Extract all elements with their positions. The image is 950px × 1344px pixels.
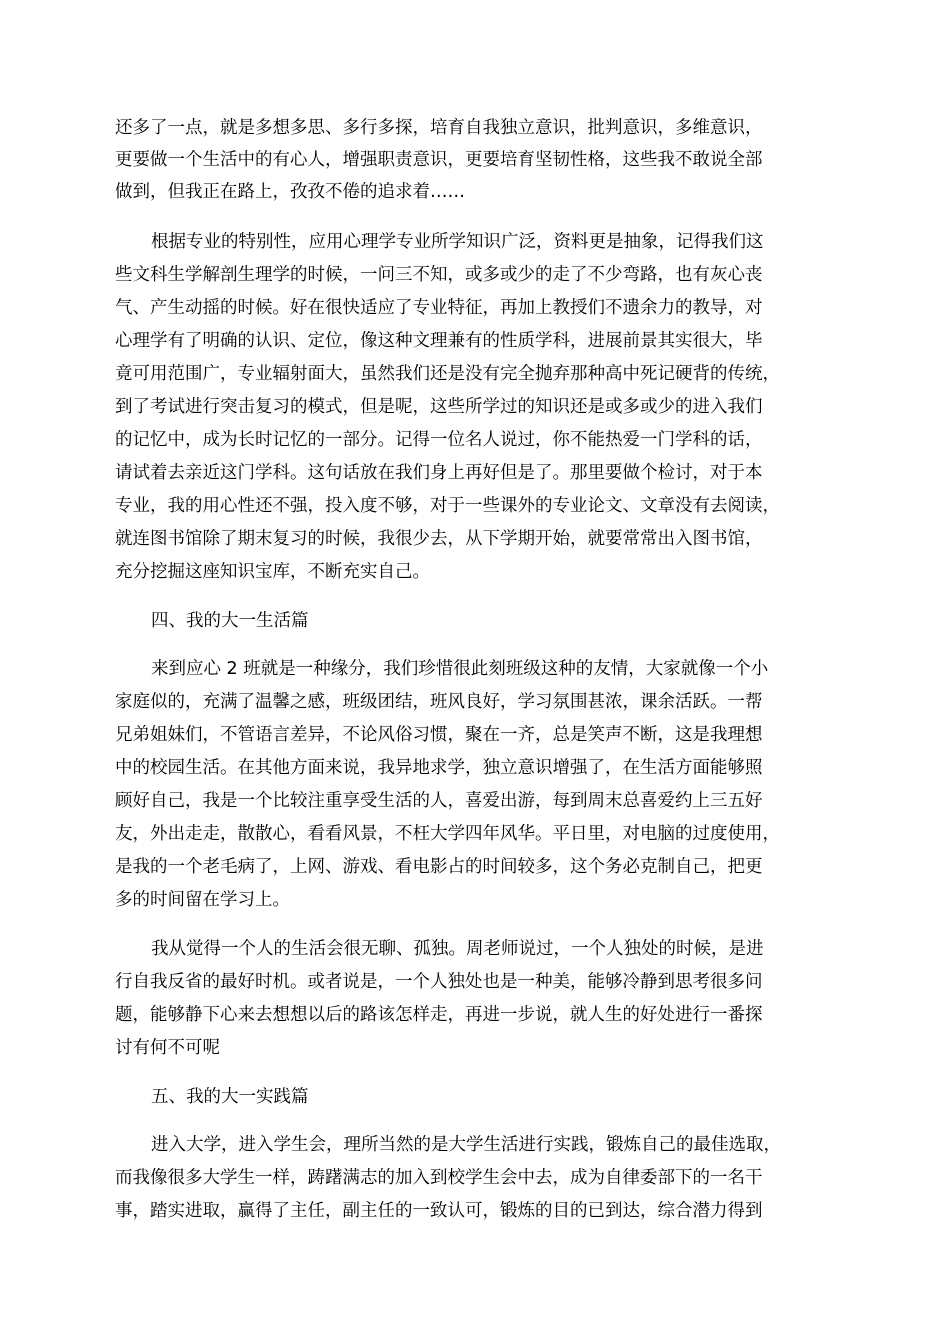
text-line: 行自我反省的最好时机。或者说是，一个人独处也是一种美，能够冷静到思考很多问 [115, 972, 763, 992]
text-line: 还多了一点，就是多想多思、多行多探，培育自我独立意识，批判意识，多维意识， [115, 118, 763, 138]
text-line: 请试着去亲近这门学科。这句话放在我们身上再好但是了。那里要做个检讨，对于本 [115, 463, 763, 483]
text-line: 做到，但我正在路上，孜孜不倦的追求着…… [115, 182, 465, 202]
text-line: 就连图书馆除了期末复习的时候，我很少去，从下学期开始，就要常常出入图书馆， [115, 529, 763, 549]
text-line: 的记忆中，成为长时记忆的一部分。记得一位名人说过，你不能热爱一门学科的话， [115, 430, 763, 450]
text-line: 是我的一个老毛病了，上网、游戏、看电影占的时间较多，这个务必克制自己，把更 [115, 857, 763, 877]
text-line: 根据专业的特别性，应用心理学专业所学知识广泛，资料更是抽象，记得我们这 [151, 232, 764, 252]
text-line: 进入大学，进入学生会，理所当然的是大学生活进行实践，锻炼自己的最佳选取， [151, 1135, 781, 1155]
text-line: 心理学有了明确的认识、定位，像这种文理兼有的性质学科，进展前景其实很大，毕 [115, 331, 763, 351]
text-line: 充分挖掘这座知识宝库，不断充实自己。 [115, 562, 430, 582]
text-line: 家庭似的，充满了温馨之感，班级团结，班风良好，学习氛围甚浓，课余活跃。一帮 [115, 692, 763, 712]
text-line: 专业，我的用心性还不强，投入度不够，对于一些课外的专业论文、文章没有去阅读， [115, 496, 780, 516]
text-line: 竟可用范围广，专业辐射面大，虽然我们还是没有完全抛弃那种高中死记硬背的传统， [115, 364, 780, 384]
section-heading: 四、我的大一生活篇 [151, 611, 309, 631]
text-line: 顾好自己，我是一个比较注重享受生活的人，喜爱出游，每到周末总喜爱约上三五好 [115, 791, 763, 811]
text-line: 更要做一个生活中的有心人，增强职责意识，更要培育坚韧性格，这些我不敢说全部 [115, 150, 763, 170]
text-line: 多的时间留在学习上。 [115, 890, 290, 910]
section-heading: 五、我的大一实践篇 [151, 1087, 309, 1107]
text-line: 我从觉得一个人的生活会很无聊、孤独。周老师说过，一个人独处的时候，是进 [151, 939, 764, 959]
text-line: 兄弟姐妹们，不管语言差异，不论风俗习惯，聚在一齐，总是笑声不断，这是我理想 [115, 725, 763, 745]
text-line: 事，踏实进取，赢得了主任，副主任的一致认可，锻炼的目的已到达，综合潜力得到 [115, 1201, 763, 1221]
text-line: 讨有何不可呢 [115, 1038, 220, 1058]
text-line: 中的校园生活。在其他方面来说，我异地求学，独立意识增强了，在生活方面能够照 [115, 758, 763, 778]
text-line: 到了考试进行突击复习的模式，但是呢，这些所学过的知识还是或多或少的进入我们 [115, 397, 763, 417]
text-line: 而我像很多大学生一样，踌躇满志的加入到校学生会中去，成为自律委部下的一名干 [115, 1168, 763, 1188]
text-line: 些文科生学解剖生理学的时候，一问三不知，或多或少的走了不少弯路，也有灰心丧 [115, 265, 763, 285]
text-line: 来到应心 2 班就是一种缘分，我们珍惜很此刻班级这种的友情，大家就像一个小 [151, 659, 769, 679]
text-line: 题，能够静下心来去想想以后的路该怎样走，再进一步说，就人生的好处进行一番探 [115, 1005, 763, 1025]
text-line: 友，外出走走，散散心，看看风景，不枉大学四年风华。平日里，对电脑的过度使用， [115, 824, 780, 844]
text-line: 气、产生动摇的时候。好在很快适应了专业特征，再加上教授们不遗余力的教导，对 [115, 298, 763, 318]
